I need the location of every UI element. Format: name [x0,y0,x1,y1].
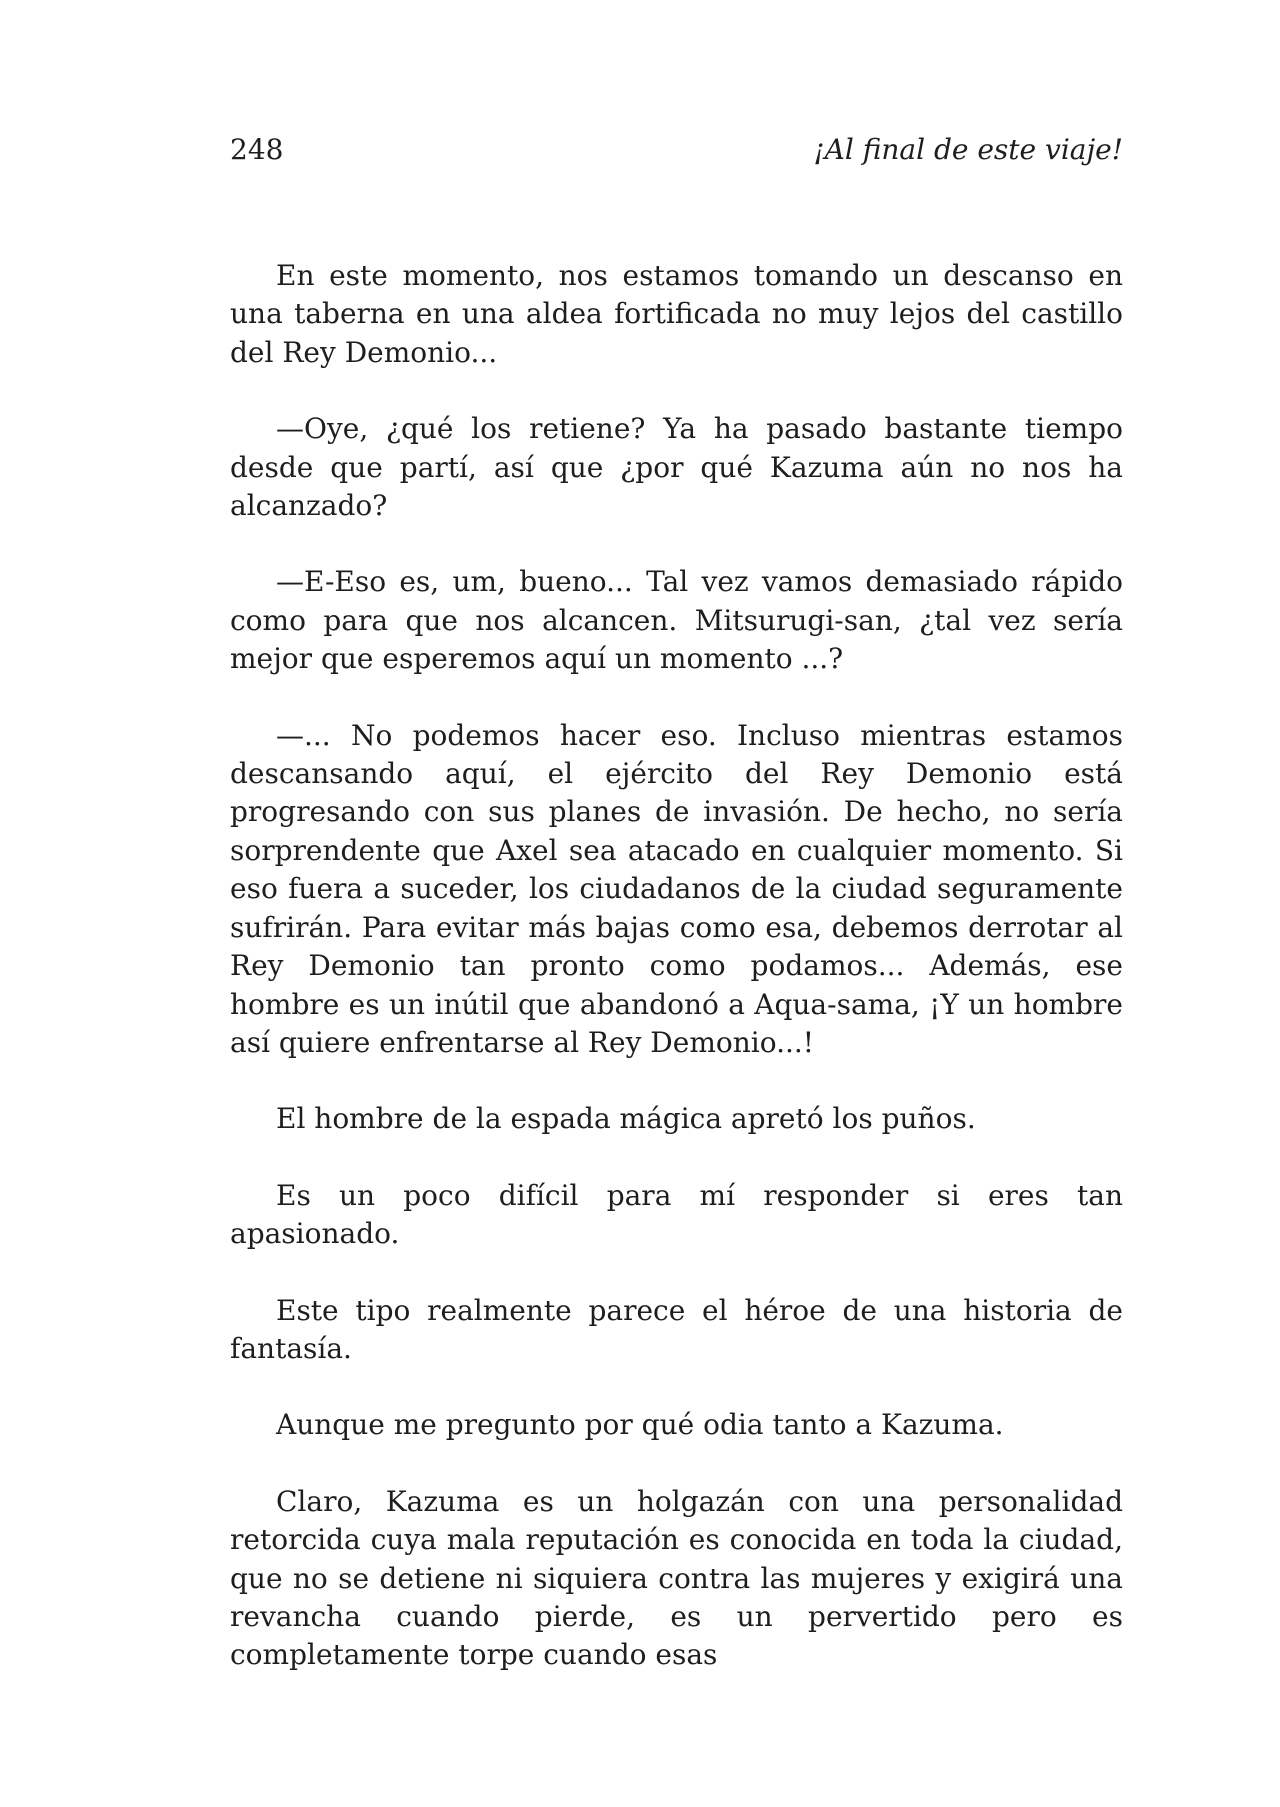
body-text [230,257,1123,1675]
running-head [230,132,1123,172]
paragraph: —E-Eso es, um, bueno... Tal vez vamos demasiado rápido como para que nos alcancen. Mitsurugi-san, ¿tal vez sería mejor que esperemos aquí un momento ...? [230,565,1123,676]
paragraph: —... No podemos hacer eso. Incluso mientras estamos descansando aquí, el ejército del Rey Demonio está progresando con sus planes de invasión. De hecho, no sería sorprendente que Axel sea atacado en cualquier momento. Si eso fuera a suceder, los ciudadanos de la ciudad seguramente sufrirán. Para evitar más bajas como esa, debemos derrotar al Rey Demonio tan pronto como podamos... Además, ese hombre es un inútil que abandonó a Aqua-sama, ¡Y un hombre así quiere enfrentarse al Rey Demonio...! [230,718,1123,1059]
paragraph: —Oye, ¿qué los retiene? Ya ha pasado bastante tiempo desde que partí, así que ¿por qué Kazuma aún no nos ha alcanzado? [230,412,1123,523]
running-title: ¡Al final de este viaje! [813,133,1123,166]
paragraph: Es un poco difícil para mí responder si eres tan apasionado. [230,1178,1123,1251]
paragraph: Claro, Kazuma es un holgazán con una personalidad retorcida cuya mala reputación es conocida en toda la ciudad, que no se detiene ni siquiera contra las mujeres y exigirá una revancha cuando pierde, es un pervertido pero es completamente torpe cuando esas [230,1484,1123,1672]
page-number: 248 [230,133,284,166]
paragraph: Aunque me pregunto por qué odia tanto a Kazuma. [276,1408,1004,1442]
paragraph: En este momento, nos estamos tomando un descanso en una taberna en una aldea fortificada no muy lejos del castillo del Rey Demonio... [230,259,1123,369]
paragraph: Este tipo realmente parece el héroe de una historia de fantasía. [230,1293,1123,1365]
paragraph: El hombre de la espada mágica apretó los puños. [276,1102,976,1136]
